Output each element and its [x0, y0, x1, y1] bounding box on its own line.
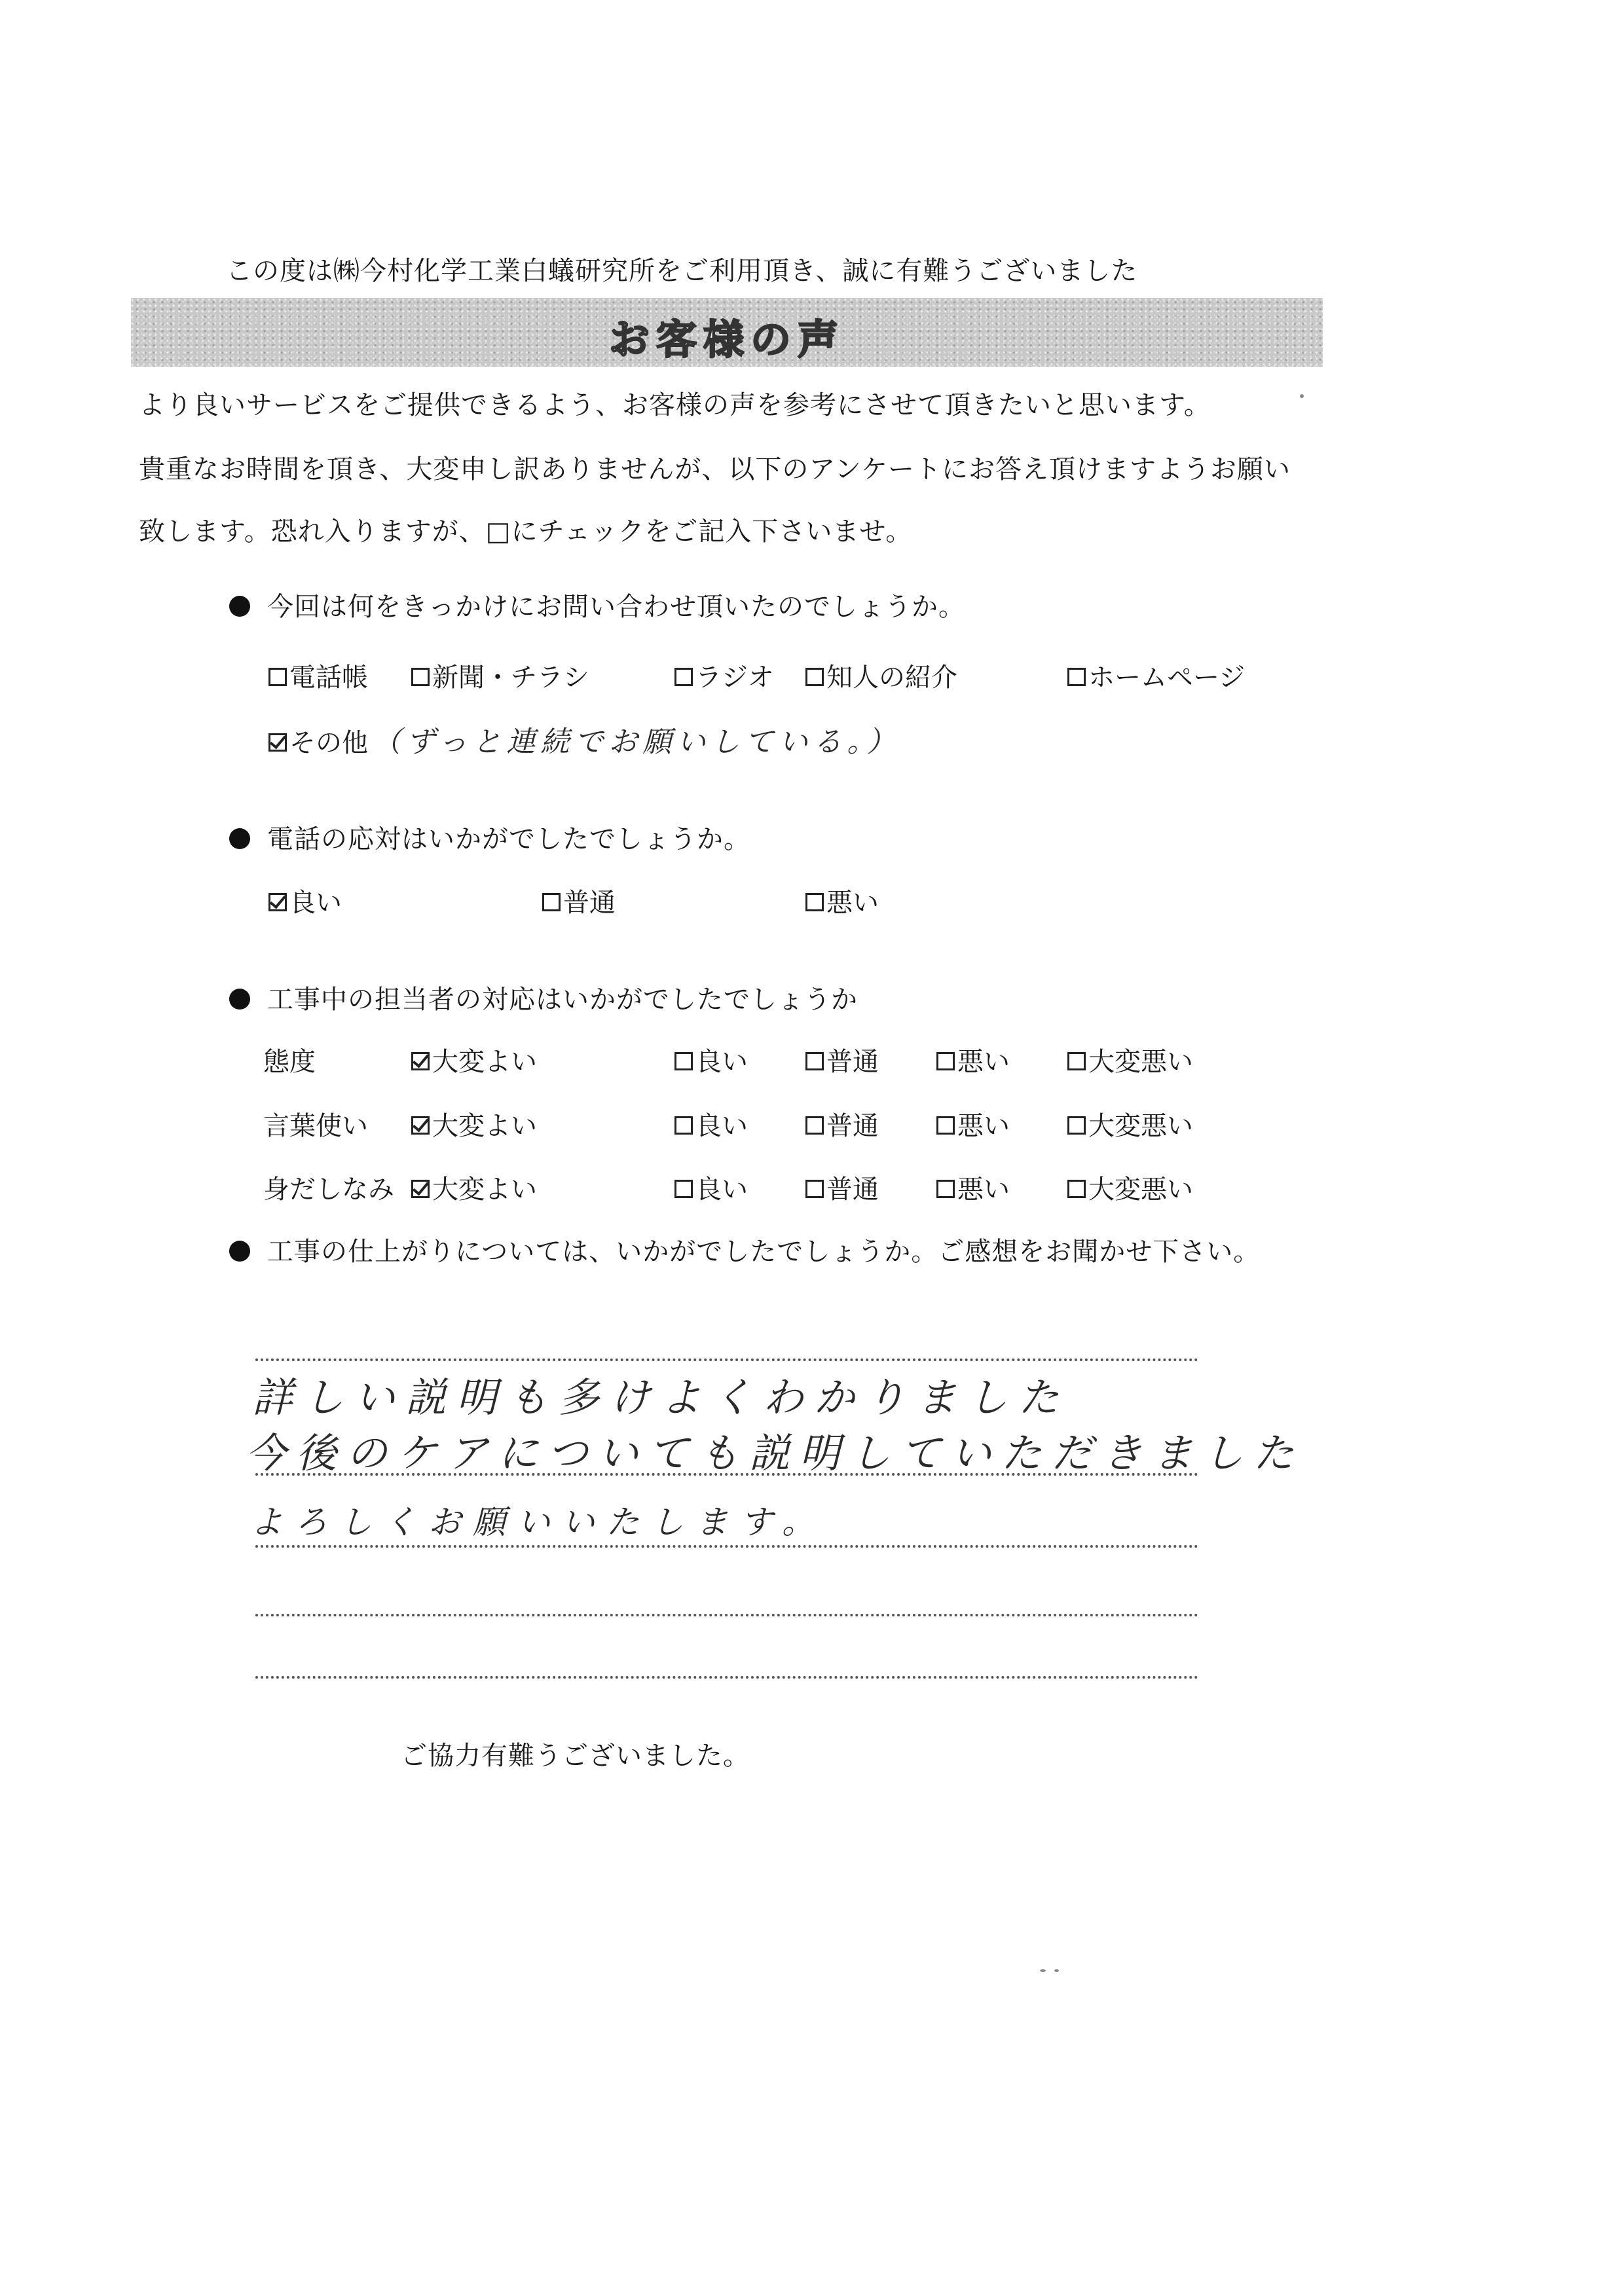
checkbox[interactable]: [936, 1180, 955, 1198]
checkbox-checked[interactable]: [411, 1116, 430, 1135]
question-4: [229, 1231, 1260, 1268]
q2-option-0[interactable]: [268, 882, 342, 919]
option-label: 大変よい: [432, 1047, 537, 1077]
q1-option-4[interactable]: [1067, 657, 1245, 694]
option-label: 普通: [826, 1047, 879, 1077]
q1-option-other[interactable]: [268, 718, 900, 760]
question-2: [229, 818, 750, 856]
option-label: ラジオ: [695, 663, 774, 693]
checkbox[interactable]: [1067, 1116, 1086, 1135]
option-label: 良い: [289, 888, 342, 918]
option-label: 新聞・チラシ: [432, 663, 589, 693]
q1-option-3[interactable]: [805, 657, 957, 694]
option-label: 大変悪い: [1088, 1047, 1193, 1077]
checkbox[interactable]: [411, 668, 430, 686]
question-1-text: 今回は何をきっかけにお問い合わせ頂いたのでしょうか。: [267, 592, 965, 622]
option-label: 大変悪い: [1088, 1111, 1193, 1141]
checkbox[interactable]: [542, 893, 561, 911]
intro-line: この度は㈱今村化学工業白蟻研究所をご利用頂き、誠に有難うございました: [226, 256, 1138, 286]
q2-option-1[interactable]: [542, 882, 616, 919]
checkbox[interactable]: [805, 1116, 824, 1135]
q3-row1-option-1[interactable]: [674, 1105, 748, 1142]
q1-option-0[interactable]: [268, 657, 368, 694]
checkbox[interactable]: [936, 1052, 955, 1070]
scan-speck: [1040, 1969, 1046, 1972]
option-label: 悪い: [957, 1047, 1010, 1077]
option-label: 良い: [695, 1175, 748, 1205]
q3-row-label: 態度: [263, 1047, 316, 1077]
checkbox[interactable]: [1067, 1180, 1086, 1198]
paragraph-line-3: 致します。恐れ入りますが、□にチェックをご記入下さいませ。: [139, 517, 913, 547]
bullet-icon: [229, 1241, 250, 1262]
q3-row-label: 身だしなみ: [263, 1175, 394, 1205]
bullet-icon: [229, 989, 250, 1010]
option-label: 良い: [695, 1111, 748, 1141]
checkbox-checked[interactable]: [268, 733, 287, 752]
q3-row1-option-4[interactable]: [1067, 1105, 1193, 1142]
checkbox[interactable]: [805, 668, 824, 686]
q3-row2-option-4[interactable]: [1067, 1169, 1193, 1206]
paragraph-line-2: 貴重なお時間を頂き、大変申し訳ありませんが、以下のアンケートにお答え頂けますようお願い: [139, 454, 1291, 484]
scan-speck: [1054, 1969, 1059, 1972]
answer-ruled-line: [255, 1545, 1198, 1548]
checkbox-checked[interactable]: [411, 1052, 430, 1070]
title-banner: [131, 298, 1323, 367]
option-label: 知人の紹介: [826, 663, 957, 693]
paragraph-line-1: より良いサービスをご提供できるよう、お客様の声を参考にさせて頂きたいと思います。: [139, 390, 1211, 420]
q3-row-label: 言葉使い: [263, 1111, 368, 1141]
q3-row0-option-3[interactable]: [936, 1041, 1010, 1078]
checkbox[interactable]: [805, 1180, 824, 1198]
question-1: [229, 586, 965, 623]
answer-handwritten-line-3: よろしくお願いいたします。: [250, 1503, 826, 1541]
q3-row2-option-1[interactable]: [674, 1169, 748, 1206]
q3-row0-option-2[interactable]: [805, 1041, 879, 1078]
q3-row0-option-1[interactable]: [674, 1041, 748, 1078]
q3-row1-option-0[interactable]: [411, 1105, 537, 1142]
q2-option-2[interactable]: [805, 882, 879, 919]
option-label: 大変よい: [432, 1175, 537, 1205]
option-label: 悪い: [957, 1111, 1010, 1141]
question-4-text: 工事の仕上がりについては、いかがでしたでしょうか。ご感想をお聞かせ下さい。: [267, 1237, 1261, 1267]
checkbox[interactable]: [268, 668, 287, 686]
option-label: 電話帳: [289, 663, 368, 693]
option-label: 普通: [826, 1175, 879, 1205]
q3-row2-option-0[interactable]: [411, 1169, 537, 1206]
closing-text: ご協力有難うございました。: [401, 1741, 750, 1771]
checkbox[interactable]: [674, 1052, 693, 1070]
option-label: その他: [289, 728, 368, 758]
option-label: 普通: [826, 1111, 879, 1141]
q3-row2-option-2[interactable]: [805, 1169, 879, 1206]
option-label: 悪い: [957, 1175, 1010, 1205]
other-handwritten-answer: （ずっと連続でお願いしている。）: [372, 725, 901, 759]
banner-title: お客様の声: [608, 316, 845, 363]
q3-row2-option-3[interactable]: [936, 1169, 1010, 1206]
q3-row0-option-4[interactable]: [1067, 1041, 1193, 1078]
option-label: 普通: [563, 888, 616, 918]
question-3-text: 工事中の担当者の対応はいかがでしたでしょうか: [267, 985, 858, 1015]
question-2-text: 電話の応対はいかがでしたでしょうか。: [267, 824, 750, 854]
option-label: 良い: [695, 1047, 748, 1077]
option-label: 大変よい: [432, 1111, 537, 1141]
checkbox[interactable]: [674, 1116, 693, 1135]
q3-row1-option-3[interactable]: [936, 1105, 1010, 1142]
checkbox[interactable]: [1067, 668, 1086, 686]
answer-handwritten-line-2: 今後のケアについても説明していただきました: [246, 1429, 1304, 1477]
answer-ruled-line: [255, 1676, 1198, 1679]
bullet-icon: [229, 596, 250, 617]
checkbox-checked[interactable]: [411, 1180, 430, 1198]
checkbox[interactable]: [805, 1052, 824, 1070]
checkbox[interactable]: [805, 893, 824, 911]
checkbox[interactable]: [674, 668, 693, 686]
q1-option-2[interactable]: [674, 657, 774, 694]
checkbox[interactable]: [1067, 1052, 1086, 1070]
checkbox[interactable]: [936, 1116, 955, 1135]
checkbox-checked[interactable]: [268, 893, 287, 911]
q3-row1-option-2[interactable]: [805, 1105, 879, 1142]
q1-option-1[interactable]: [411, 657, 589, 694]
answer-ruled-line: [255, 1614, 1198, 1616]
option-label: 大変悪い: [1088, 1175, 1193, 1205]
bullet-icon: [229, 828, 250, 849]
option-label: 悪い: [826, 888, 879, 918]
q3-row0-option-0[interactable]: [411, 1041, 537, 1078]
checkbox[interactable]: [674, 1180, 693, 1198]
answer-handwritten-line-1: 詳しい説明も多けよくわかりました: [252, 1374, 1070, 1421]
scan-speck: [1300, 394, 1304, 398]
answer-ruled-line: [255, 1358, 1198, 1361]
question-3: [229, 979, 858, 1016]
option-label: ホームページ: [1088, 663, 1246, 693]
